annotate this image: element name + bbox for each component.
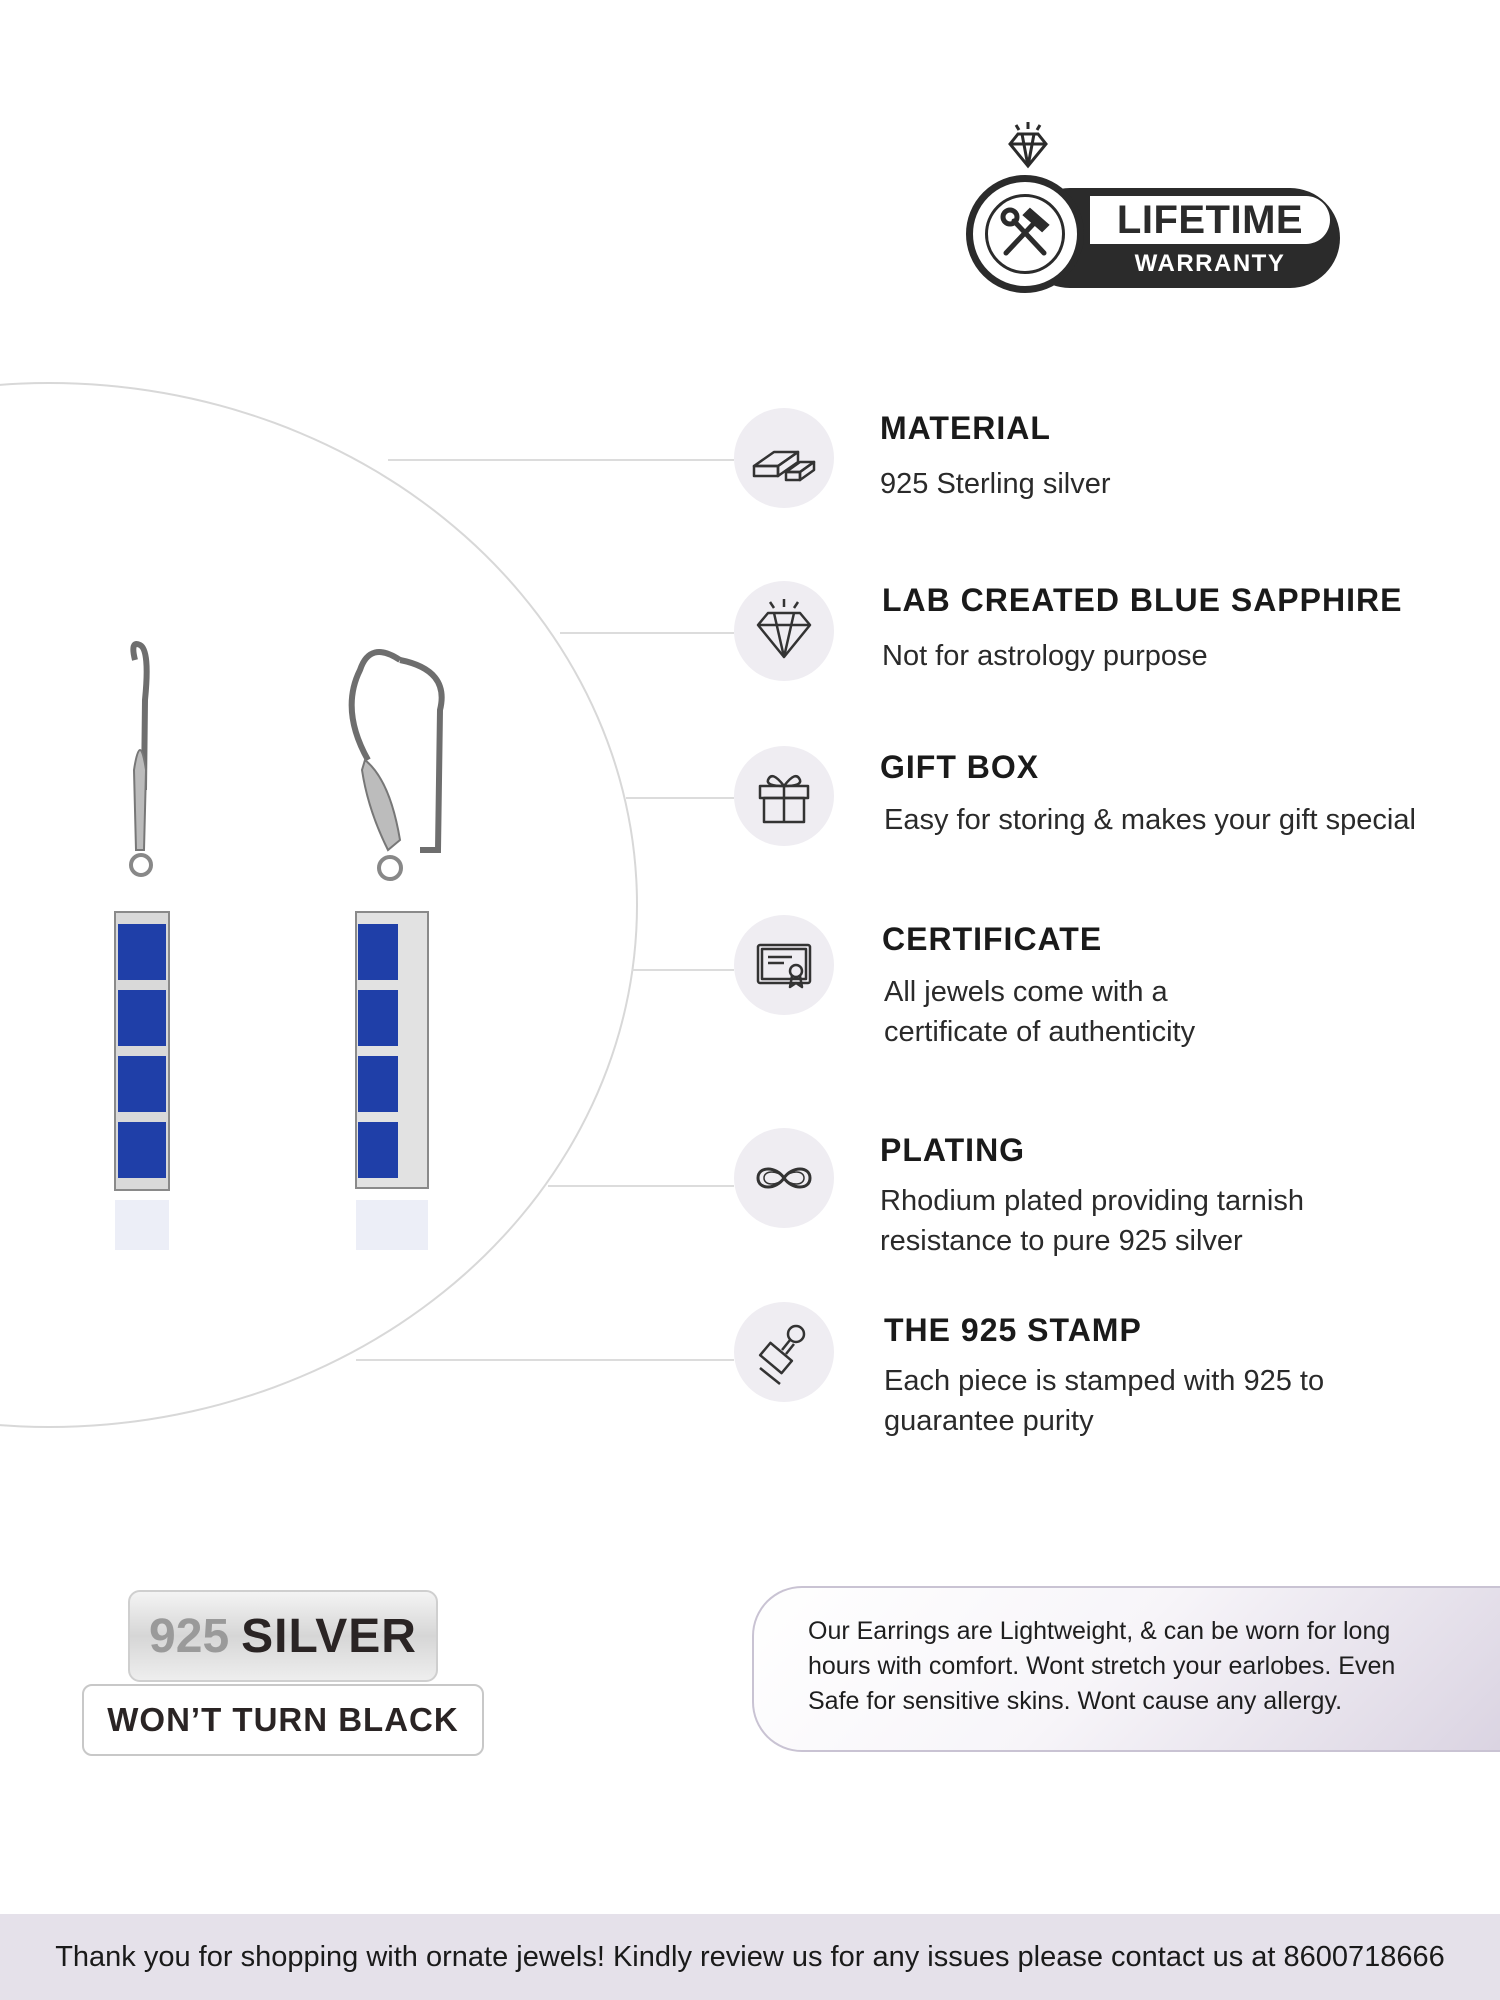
silver-badge-number: 925	[149, 1609, 230, 1663]
feature-title-sapphire: LAB CREATED BLUE SAPPHIRE	[882, 582, 1403, 618]
footer-text: Thank you for shopping with ornate jewels! Kindly review us for any issues please contact us at 8600718666	[55, 1940, 1445, 1973]
gift-box-icon	[744, 756, 824, 836]
left-earring	[115, 644, 169, 1250]
feature-title-925-stamp: THE 925 STAMP	[884, 1312, 1142, 1348]
feature-icon-material	[734, 408, 834, 508]
feature-desc-925-stamp-line1: Each piece is stamped with 925 to	[884, 1365, 1325, 1397]
925-silver-badge	[128, 1590, 438, 1682]
feature-desc-sapphire: Not for astrology purpose	[882, 640, 1208, 672]
certificate-icon	[744, 925, 824, 1005]
feature-icon-stamp	[734, 1302, 834, 1402]
warranty-title: LIFETIME	[1090, 196, 1330, 244]
infinity-icon	[744, 1138, 824, 1218]
feature-desc-925-stamp-line2: guarantee purity	[884, 1405, 1094, 1437]
feature-desc-gift-box: Easy for storing & makes your gift special	[884, 804, 1416, 836]
diamond-icon	[744, 591, 824, 671]
info-card-line: hours with comfort. Wont stretch your earlobes. Even	[808, 1652, 1396, 1680]
earrings-product-image	[100, 640, 480, 1300]
feature-title-plating: PLATING	[880, 1132, 1026, 1168]
feature-desc-certificate-line1: All jewels come with a	[884, 976, 1168, 1008]
warranty-ring-inner	[985, 194, 1065, 274]
connector-line	[560, 632, 734, 634]
lifetime-warranty-badge	[960, 120, 1350, 310]
feature-icon-gift	[734, 746, 834, 846]
tools-icon	[988, 197, 1062, 271]
feature-icon-certificate	[734, 915, 834, 1015]
connector-line	[632, 969, 734, 971]
sparkle-diamond-icon	[1000, 120, 1056, 176]
connector-line	[548, 1185, 734, 1187]
right-earring	[352, 652, 442, 1250]
info-card-line: Our Earrings are Lightweight, & can be worn for long	[808, 1617, 1391, 1645]
connector-line	[388, 459, 734, 461]
silver-badge-word: SILVER	[241, 1609, 417, 1663]
feature-title-material: MATERIAL	[880, 410, 1051, 446]
feature-desc-certificate-line2: certificate of authenticity	[884, 1016, 1196, 1048]
wont-turn-black-badge: WON’T TURN BLACK	[82, 1684, 484, 1756]
connector-line	[356, 1359, 734, 1361]
warranty-subtitle: WARRANTY	[1134, 250, 1286, 277]
footer-banner	[0, 1914, 1500, 2000]
feature-title-certificate: CERTIFICATE	[882, 921, 1103, 957]
feature-icon-plating	[734, 1128, 834, 1228]
connector-line	[626, 797, 734, 799]
stamp-icon	[744, 1312, 824, 1392]
info-card-line: Safe for sensitive skins. Wont cause any allergy.	[808, 1687, 1343, 1715]
warranty-ring	[966, 175, 1084, 293]
feature-icon-sapphire	[734, 581, 834, 681]
silver-bars-icon	[744, 418, 824, 498]
feature-desc-plating-line1: Rhodium plated providing tarnish	[880, 1185, 1304, 1217]
feature-desc-plating-line2: resistance to pure 925 silver	[880, 1225, 1243, 1257]
feature-desc-material: 925 Sterling silver	[880, 468, 1111, 500]
feature-title-gift-box: GIFT BOX	[880, 749, 1040, 785]
comfort-info-card	[752, 1586, 1500, 1752]
